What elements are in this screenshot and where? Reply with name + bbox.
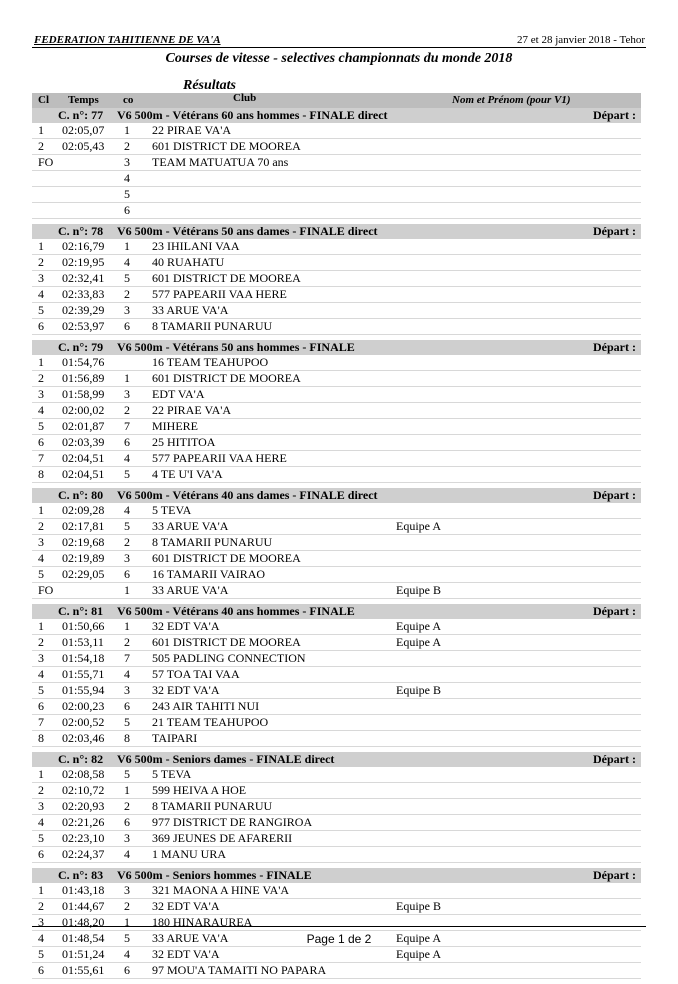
lane-cell: 6 <box>124 699 130 713</box>
race-number: C. n°: 83 <box>58 868 104 882</box>
result-row <box>32 187 641 203</box>
lane-cell: 5 <box>124 767 130 781</box>
result-row <box>32 947 641 963</box>
race-header <box>32 108 641 123</box>
rank-cell: 3 <box>38 651 44 665</box>
result-row <box>32 799 641 815</box>
time-cell: 01:54,76 <box>62 355 105 369</box>
club-cell: 8 TAMARII PUNARUU <box>152 319 273 333</box>
lane-cell: 6 <box>124 203 130 217</box>
club-cell: 33 ARUE VA'A <box>152 519 229 533</box>
time-cell: 01:55,71 <box>62 667 105 681</box>
race-number: C. n°: 78 <box>58 224 104 238</box>
club-cell: 601 DISTRICT DE MOOREA <box>152 551 301 565</box>
club-cell: 57 TOA TAI VAA <box>152 667 240 681</box>
team-cell: Equipe B <box>396 583 441 597</box>
result-row <box>32 503 641 519</box>
lane-cell: 5 <box>124 467 130 481</box>
time-cell: 02:39,29 <box>62 303 105 317</box>
rank-cell: 6 <box>38 847 44 861</box>
club-cell: MIHERE <box>152 419 198 433</box>
lane-cell: 5 <box>124 187 130 201</box>
time-cell: 02:16,79 <box>62 239 105 253</box>
lane-cell: 4 <box>124 847 130 861</box>
time-cell: 02:04,51 <box>62 451 105 465</box>
club-cell: 33 ARUE VA'A <box>152 303 229 317</box>
club-cell: 5 TEVA <box>152 767 192 781</box>
race-header <box>32 752 641 767</box>
lane-cell: 1 <box>124 583 130 597</box>
time-cell: 02:09,28 <box>62 503 105 517</box>
lane-cell: 2 <box>124 287 130 301</box>
lane-cell: 3 <box>124 831 130 845</box>
rank-cell: 4 <box>38 667 44 681</box>
rank-cell: 2 <box>38 783 44 797</box>
race-number: C. n°: 79 <box>58 340 104 354</box>
race-number: C. n°: 82 <box>58 752 104 766</box>
time-cell: 02:00,02 <box>62 403 105 417</box>
time-cell: 02:21,26 <box>62 815 105 829</box>
time-cell: 02:53,97 <box>62 319 105 333</box>
club-cell: 40 RUAHATU <box>152 255 225 269</box>
rank-cell: FO <box>38 155 54 169</box>
rank-cell: 6 <box>38 963 44 977</box>
lane-cell: 1 <box>124 783 130 797</box>
club-cell: 32 EDT VA'A <box>152 899 220 913</box>
rank-cell: 4 <box>38 815 44 829</box>
lane-cell: 3 <box>124 387 130 401</box>
result-row <box>32 255 641 271</box>
race-title: V6 500m - Vétérans 40 ans dames - FINALE direct <box>117 488 378 502</box>
race-header <box>32 340 641 355</box>
result-row <box>32 619 641 635</box>
result-row <box>32 387 641 403</box>
result-row <box>32 899 641 915</box>
rank-cell: 5 <box>38 947 44 961</box>
column-name: Nom et Prénom (pour V1) <box>452 94 571 106</box>
time-cell: 02:00,52 <box>62 715 105 729</box>
rank-cell: 4 <box>38 931 44 945</box>
lane-cell: 1 <box>124 619 130 633</box>
lane-cell: 2 <box>124 403 130 417</box>
race-depart: Départ : <box>593 224 636 238</box>
race-title: V6 500m - Vétérans 40 ans hommes - FINALE <box>117 604 355 618</box>
club-cell: 25 HITITOA <box>152 435 216 449</box>
rank-cell: 8 <box>38 467 44 481</box>
result-row <box>32 683 641 699</box>
footer-divider <box>32 926 646 927</box>
lane-cell: 2 <box>124 535 130 549</box>
result-row <box>32 847 641 863</box>
result-row <box>32 355 641 371</box>
column-club: Club <box>233 92 257 104</box>
lane-cell: 7 <box>124 419 130 433</box>
lane-cell: 1 <box>124 123 130 137</box>
club-cell: 16 TEAM TEAHUPOO <box>152 355 269 369</box>
club-cell: 505 PADLING CONNECTION <box>152 651 306 665</box>
time-cell: 02:08,58 <box>62 767 105 781</box>
result-row <box>32 551 641 567</box>
time-cell: 01:53,11 <box>62 635 104 649</box>
result-row <box>32 303 641 319</box>
result-row <box>32 419 641 435</box>
time-cell: 01:54,18 <box>62 651 105 665</box>
race-depart: Départ : <box>593 340 636 354</box>
club-cell: 22 PIRAE VA'A <box>152 123 232 137</box>
club-cell: 16 TAMARII VAIRAO <box>152 567 266 581</box>
club-cell: 33 ARUE VA'A <box>152 583 229 597</box>
result-row <box>32 963 641 979</box>
rank-cell: 2 <box>38 635 44 649</box>
result-row <box>32 319 641 335</box>
rank-cell: 2 <box>38 519 44 533</box>
rank-cell: 2 <box>38 899 44 913</box>
result-row <box>32 767 641 783</box>
race-depart: Départ : <box>593 108 636 122</box>
lane-cell: 2 <box>124 139 130 153</box>
club-cell: 32 EDT VA'A <box>152 947 220 961</box>
time-cell: 01:43,18 <box>62 883 105 897</box>
rank-cell: 7 <box>38 715 44 729</box>
lane-cell: 6 <box>124 435 130 449</box>
club-cell: 243 AIR TAHITI NUI <box>152 699 260 713</box>
result-row <box>32 435 641 451</box>
lane-cell: 7 <box>124 651 130 665</box>
race-block <box>32 488 641 599</box>
rank-cell: 8 <box>38 731 44 745</box>
race-number: C. n°: 77 <box>58 108 104 122</box>
race-header <box>32 604 641 619</box>
rank-cell: 1 <box>38 767 44 781</box>
time-cell: 02:24,37 <box>62 847 105 861</box>
rank-cell: 5 <box>38 683 44 697</box>
time-cell: 02:05,43 <box>62 139 105 153</box>
club-cell: 577 PAPEARII VAA HERE <box>152 287 287 301</box>
time-cell: 02:33,83 <box>62 287 105 301</box>
club-cell: 4 TE U'I VA'A <box>152 467 223 481</box>
rank-cell: 7 <box>38 451 44 465</box>
result-row <box>32 139 641 155</box>
time-cell: 02:17,81 <box>62 519 105 533</box>
lane-cell: 6 <box>124 319 130 333</box>
team-cell: Equipe B <box>396 683 441 697</box>
club-cell: 601 DISTRICT DE MOOREA <box>152 635 301 649</box>
result-row <box>32 451 641 467</box>
column-header-row <box>32 93 641 108</box>
race-depart: Départ : <box>593 868 636 882</box>
race-block <box>32 868 641 979</box>
club-cell: 21 TEAM TEAHUPOO <box>152 715 269 729</box>
result-row <box>32 535 641 551</box>
club-cell: 601 DISTRICT DE MOOREA <box>152 371 301 385</box>
race-block <box>32 224 641 335</box>
lane-cell: 1 <box>124 371 130 385</box>
rank-cell: 1 <box>38 619 44 633</box>
lane-cell: 2 <box>124 899 130 913</box>
rank-cell: 5 <box>38 419 44 433</box>
team-cell: Equipe A <box>396 931 441 945</box>
time-cell: 02:10,72 <box>62 783 105 797</box>
race-title: V6 500m - Seniors hommes - FINALE <box>117 868 312 882</box>
club-cell: TAIPARI <box>152 731 198 745</box>
time-cell: 02:32,41 <box>62 271 105 285</box>
race-header <box>32 224 641 239</box>
team-cell: Equipe A <box>396 619 441 633</box>
result-row <box>32 203 641 219</box>
result-row <box>32 171 641 187</box>
time-cell: 01:51,24 <box>62 947 105 961</box>
lane-cell: 3 <box>124 683 130 697</box>
lane-cell: 2 <box>124 799 130 813</box>
time-cell: 02:00,23 <box>62 699 105 713</box>
time-cell: 02:19,89 <box>62 551 105 565</box>
document-title: Courses de vitesse - selectives championnats du monde 2018 <box>165 51 513 66</box>
race-depart: Départ : <box>593 604 636 618</box>
race-title: V6 500m - Vétérans 60 ans hommes - FINALE direct <box>117 108 388 122</box>
race-title: V6 500m - Vétérans 50 ans dames - FINALE direct <box>117 224 378 238</box>
result-row <box>32 667 641 683</box>
lane-cell: 5 <box>124 519 130 533</box>
race-block <box>32 752 641 863</box>
club-cell: 180 HINARAUREA <box>152 915 253 929</box>
result-row <box>32 567 641 583</box>
rank-cell: FO <box>38 583 54 597</box>
lane-cell: 4 <box>124 947 130 961</box>
time-cell: 02:05,07 <box>62 123 105 137</box>
club-cell: 32 EDT VA'A <box>152 619 220 633</box>
result-row <box>32 815 641 831</box>
rank-cell: 4 <box>38 287 44 301</box>
club-cell: 22 PIRAE VA'A <box>152 403 232 417</box>
rank-cell: 5 <box>38 303 44 317</box>
time-cell: 02:04,51 <box>62 467 105 481</box>
federation-name: FEDERATION TAHITIENNE DE VA'A <box>34 34 221 46</box>
column-temps: Temps <box>68 94 99 106</box>
club-cell: 8 TAMARII PUNARUU <box>152 535 273 549</box>
result-row <box>32 831 641 847</box>
rank-cell: 3 <box>38 535 44 549</box>
club-cell: 601 DISTRICT DE MOOREA <box>152 139 301 153</box>
time-cell: 02:29,05 <box>62 567 105 581</box>
rank-cell: 1 <box>38 123 44 137</box>
event-dates: 27 et 28 janvier 2018 - Tehor <box>517 34 645 46</box>
rank-cell: 4 <box>38 551 44 565</box>
lane-cell: 4 <box>124 171 130 185</box>
time-cell: 02:19,68 <box>62 535 105 549</box>
result-row <box>32 651 641 667</box>
rank-cell: 5 <box>38 567 44 581</box>
lane-cell: 5 <box>124 271 130 285</box>
race-number: C. n°: 81 <box>58 604 104 618</box>
rank-cell: 6 <box>38 319 44 333</box>
rank-cell: 3 <box>38 387 44 401</box>
race-title: V6 500m - Seniors dames - FINALE direct <box>117 752 335 766</box>
result-row <box>32 467 641 483</box>
team-cell: Equipe A <box>396 635 441 649</box>
result-row <box>32 635 641 651</box>
result-row <box>32 271 641 287</box>
race-header <box>32 488 641 503</box>
lane-cell: 6 <box>124 567 130 581</box>
lane-cell: 4 <box>124 667 130 681</box>
club-cell: 369 JEUNES DE AFARERII <box>152 831 293 845</box>
club-cell: 8 TAMARII PUNARUU <box>152 799 273 813</box>
time-cell: 02:03,39 <box>62 435 105 449</box>
race-header <box>32 868 641 883</box>
team-cell: Equipe A <box>396 519 441 533</box>
club-cell: 33 ARUE VA'A <box>152 931 229 945</box>
result-row <box>32 239 641 255</box>
rank-cell: 1 <box>38 883 44 897</box>
result-row <box>32 699 641 715</box>
rank-cell: 5 <box>38 831 44 845</box>
club-cell: 321 MAONA A HINE VA'A <box>152 883 290 897</box>
race-depart: Départ : <box>593 752 636 766</box>
result-row <box>32 883 641 899</box>
time-cell: 01:44,67 <box>62 899 105 913</box>
lane-cell: 2 <box>124 635 130 649</box>
club-cell: EDT VA'A <box>152 387 205 401</box>
time-cell: 01:55,94 <box>62 683 105 697</box>
result-row <box>32 915 641 931</box>
time-cell: 01:55,61 <box>62 963 105 977</box>
time-cell: 01:48,20 <box>62 915 105 929</box>
club-cell: 5 TEVA <box>152 503 192 517</box>
race-number: C. n°: 80 <box>58 488 104 502</box>
time-cell: 01:56,89 <box>62 371 105 385</box>
lane-cell: 4 <box>124 451 130 465</box>
lane-cell: 3 <box>124 155 130 169</box>
club-cell: 97 MOU'A TAMAITI NO PAPARA <box>152 963 327 977</box>
lane-cell: 3 <box>124 551 130 565</box>
rank-cell: 4 <box>38 403 44 417</box>
rank-cell: 1 <box>38 239 44 253</box>
column-cl: Cl <box>38 94 49 106</box>
result-row <box>32 731 641 747</box>
club-cell: 601 DISTRICT DE MOOREA <box>152 271 301 285</box>
result-row <box>32 583 641 599</box>
result-row <box>32 403 641 419</box>
time-cell: 02:03,46 <box>62 731 105 745</box>
team-cell: Equipe A <box>396 947 441 961</box>
lane-cell: 6 <box>124 963 130 977</box>
rank-cell: 2 <box>38 371 44 385</box>
result-row <box>32 123 641 139</box>
time-cell: 02:20,93 <box>62 799 105 813</box>
result-row <box>32 287 641 303</box>
time-cell: 02:19,95 <box>62 255 105 269</box>
race-depart: Départ : <box>593 488 636 502</box>
club-cell: 577 PAPEARII VAA HERE <box>152 451 287 465</box>
time-cell: 01:48,54 <box>62 931 105 945</box>
rank-cell: 3 <box>38 271 44 285</box>
club-cell: 599 HEIVA A HOE <box>152 783 247 797</box>
club-cell: 977 DISTRICT DE RANGIROA <box>152 815 313 829</box>
team-cell: Equipe B <box>396 899 441 913</box>
race-block <box>32 108 641 219</box>
club-cell: 23 IHILANI VAA <box>152 239 240 253</box>
result-row <box>32 371 641 387</box>
club-cell: 32 EDT VA'A <box>152 683 220 697</box>
time-cell: 01:58,99 <box>62 387 105 401</box>
column-co: co <box>123 94 134 106</box>
result-row <box>32 155 641 171</box>
result-row <box>32 519 641 535</box>
club-cell: 1 MANU URA <box>152 847 227 861</box>
lane-cell: 5 <box>124 715 130 729</box>
lane-cell: 4 <box>124 255 130 269</box>
race-block <box>32 340 641 483</box>
rank-cell: 3 <box>38 915 44 929</box>
rank-cell: 2 <box>38 139 44 153</box>
lane-cell: 5 <box>124 931 130 945</box>
time-cell: 02:23,10 <box>62 831 105 845</box>
race-results-list <box>32 108 641 984</box>
lane-cell: 1 <box>124 915 130 929</box>
lane-cell: 8 <box>124 731 130 745</box>
rank-cell: 6 <box>38 435 44 449</box>
rank-cell: 2 <box>38 255 44 269</box>
result-row <box>32 715 641 731</box>
race-title: V6 500m - Vétérans 50 ans hommes - FINALE <box>117 340 355 354</box>
race-block <box>32 604 641 747</box>
time-cell: 01:50,66 <box>62 619 105 633</box>
results-heading: Résultats <box>183 78 236 93</box>
lane-cell: 1 <box>124 239 130 253</box>
lane-cell: 3 <box>124 883 130 897</box>
rank-cell: 3 <box>38 799 44 813</box>
result-row <box>32 783 641 799</box>
club-cell: TEAM MATUATUA 70 ans <box>152 155 289 169</box>
rank-cell: 1 <box>38 503 44 517</box>
lane-cell: 4 <box>124 503 130 517</box>
rank-cell: 6 <box>38 699 44 713</box>
lane-cell: 3 <box>124 303 130 317</box>
lane-cell: 6 <box>124 815 130 829</box>
rank-cell: 1 <box>38 355 44 369</box>
time-cell: 02:01,87 <box>62 419 105 433</box>
page-number: Page 1 de 2 <box>306 932 372 946</box>
header-divider <box>32 47 646 48</box>
